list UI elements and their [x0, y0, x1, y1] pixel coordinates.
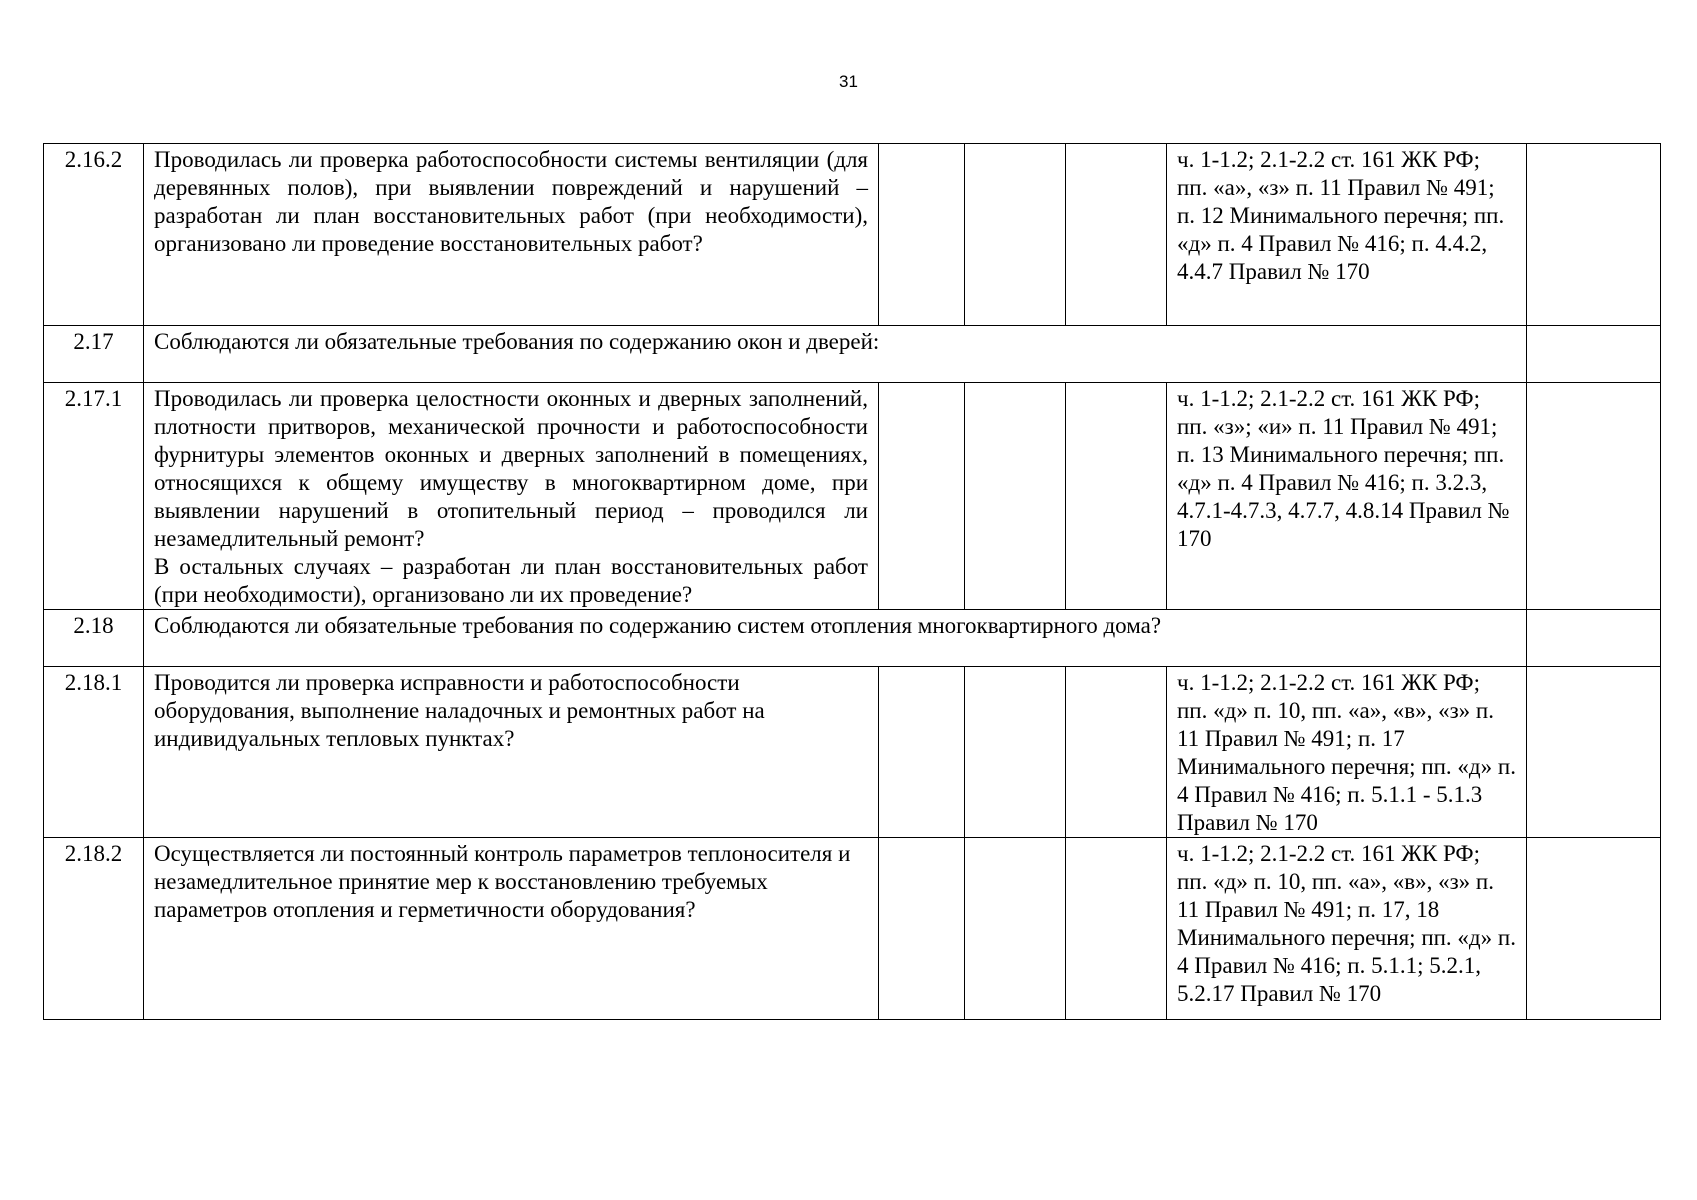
notes-cell[interactable]: [1527, 144, 1661, 326]
table-row-2-18-2: [44, 838, 1661, 1020]
requirement-question: Осуществляется ли постоянный контроль параметров теплоносителя и незамедлительное принятие мер к восстановлению требуемых параметров отопления и герметичности оборудования?: [144, 838, 879, 1020]
section-number: 2.18: [44, 610, 144, 667]
item-number: 2.18.2: [44, 838, 144, 1020]
requirement-question: Проводилась ли проверка работоспособности системы вентиляции (для деревянных полов), при выявлении повреждений и нарушений – разработан ли план восстановительных работ (при необходимости), организовано ли проведение восстановительных работ?: [144, 144, 879, 326]
legal-reference: ч. 1-1.2; 2.1-2.2 ст. 161 ЖК РФ; пп. «з»; «и» п. 11 Правил № 491; п. 13 Минимального перечня; пп. «д» п. 4 Правил № 416; п. 3.2.3, 4.7.1-4.7.3, 4.7.7, 4.8.14 Правил № 170: [1167, 383, 1527, 610]
table-row-2-16-2: [44, 144, 1661, 326]
item-number: 2.18.1: [44, 667, 144, 838]
section-heading: Соблюдаются ли обязательные требования по содержанию окон и дверей:: [144, 326, 1527, 383]
requirement-question: Проводилась ли проверка целостности оконных и дверных заполнений, плотности притворов, механической прочности и работоспособности фурнитуры элементов оконных и дверных заполнений в помещениях, относящихся к общему имуществу в многоквартирном доме, при выявлении нарушений в отопительный период – проводился ли незамедлительный ремонт?: [154, 386, 868, 551]
answer-yes-cell[interactable]: [879, 144, 965, 326]
notes-cell[interactable]: [1527, 838, 1661, 1020]
answer-no-cell[interactable]: [965, 144, 1066, 326]
answer-yes-cell[interactable]: [879, 667, 965, 838]
item-number: 2.16.2: [44, 144, 144, 326]
table-row-2-18-1: [44, 667, 1661, 838]
answer-na-cell[interactable]: [1066, 383, 1167, 610]
table-row-2-18: [44, 610, 1661, 667]
notes-cell[interactable]: [1527, 326, 1661, 383]
table-row-2-17: [44, 326, 1661, 383]
answer-na-cell[interactable]: [1066, 144, 1167, 326]
answer-na-cell[interactable]: [1066, 667, 1167, 838]
checklist-table: [43, 143, 1661, 1020]
answer-no-cell[interactable]: [965, 667, 1066, 838]
table-row-2-17-1: [44, 383, 1661, 610]
answer-na-cell[interactable]: [1066, 838, 1167, 1020]
answer-yes-cell[interactable]: [879, 383, 965, 610]
page-number: 31: [839, 72, 858, 91]
notes-cell[interactable]: [1527, 667, 1661, 838]
requirement-question: Проводится ли проверка исправности и работоспособности оборудования, выполнение наладочных и ремонтных работ на индивидуальных тепловых пунктах?: [144, 667, 879, 838]
legal-reference: ч. 1-1.2; 2.1-2.2 ст. 161 ЖК РФ; пп. «д» п. 10, пп. «а», «в», «з» п. 11 Правил № 491; п. 17 Минимального перечня; пп. «д» п. 4 Правил № 416; п. 5.1.1 - 5.1.3 Правил № 170: [1167, 667, 1527, 838]
item-number: 2.17.1: [44, 383, 144, 610]
notes-cell[interactable]: [1527, 383, 1661, 610]
section-number: 2.17: [44, 326, 144, 383]
section-heading: Соблюдаются ли обязательные требования по содержанию систем отопления многоквартирного дома?: [144, 610, 1527, 667]
requirement-question-cell: [144, 383, 879, 610]
answer-no-cell[interactable]: [965, 838, 1066, 1020]
notes-cell[interactable]: [1527, 610, 1661, 667]
answer-yes-cell[interactable]: [879, 838, 965, 1020]
legal-reference: ч. 1-1.2; 2.1-2.2 ст. 161 ЖК РФ; пп. «а», «з» п. 11 Правил № 491; п. 12 Минимального перечня; пп. «д» п. 4 Правил № 416; п. 4.4.2, 4.4.7 Правил № 170: [1167, 144, 1527, 326]
legal-reference: ч. 1-1.2; 2.1-2.2 ст. 161 ЖК РФ; пп. «д» п. 10, пп. «а», «в», «з» п. 11 Правил № 491; п. 17, 18 Минимального перечня; пп. «д» п. 4 Правил № 416; п. 5.1.1; 5.2.1, 5.2.17 Правил № 170: [1167, 838, 1527, 1020]
requirement-question-continuation: В остальных случаях – разработан ли план восстановительных работ (при необходимости), организовано ли их проведение?: [154, 554, 868, 607]
answer-no-cell[interactable]: [965, 383, 1066, 610]
